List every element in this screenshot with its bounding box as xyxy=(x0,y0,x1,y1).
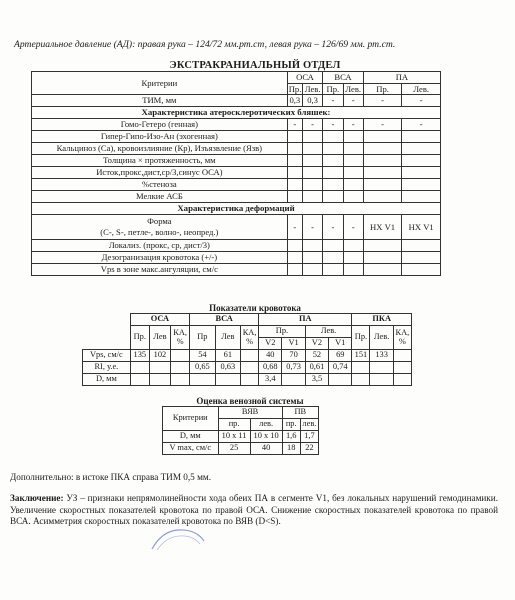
row-label: Кальциноз (Са), кровоизлияние (Кр), Изъязвление (Язв) xyxy=(32,143,288,155)
table-row xyxy=(32,155,441,167)
cell: 3,4 xyxy=(259,374,282,386)
side: КА, % xyxy=(393,326,411,350)
cell: - xyxy=(343,215,363,240)
cell xyxy=(329,374,352,386)
cell: 0,68 xyxy=(259,362,282,374)
criteria-header: Критерии xyxy=(32,72,288,95)
cell: 22 xyxy=(300,443,318,455)
group-vyav: ВЯВ xyxy=(218,407,282,419)
table-row xyxy=(32,179,441,191)
cell: - xyxy=(343,95,363,107)
cell: - xyxy=(363,95,402,107)
cell: - xyxy=(302,119,322,131)
segment: V2 xyxy=(305,338,328,350)
cell xyxy=(149,362,170,374)
cell: 69 xyxy=(329,350,352,362)
table-row xyxy=(32,143,441,155)
cell: 10 х 11 xyxy=(218,431,250,443)
cell xyxy=(171,362,190,374)
stamp-graphic xyxy=(148,527,208,553)
side: Лев. xyxy=(343,84,363,95)
cell: 133 xyxy=(370,350,393,362)
deform-header: Характеристика деформаций xyxy=(32,203,441,215)
row-label: Гипер-Гипо-Изо-Ан (эхогенная) xyxy=(32,131,288,143)
row-label xyxy=(32,215,288,240)
cell xyxy=(393,362,411,374)
side: Пр. xyxy=(130,326,149,350)
side: Пр. xyxy=(288,83,302,94)
cell: - xyxy=(402,95,441,107)
cell: - xyxy=(363,119,402,131)
side: лев. xyxy=(300,419,318,431)
cell xyxy=(393,350,411,362)
criteria-header: Критерии xyxy=(163,407,219,431)
cell: 102 xyxy=(149,350,170,362)
cell xyxy=(241,374,259,386)
table-row xyxy=(32,119,441,131)
cell: - xyxy=(287,119,302,131)
row-label: Исток,прокс,дист,ср/3,синус ОСА) xyxy=(32,167,288,179)
segment: V1 xyxy=(329,338,352,350)
vessel-vsa: ВСА xyxy=(323,72,364,84)
cell: НХ V1 xyxy=(402,215,441,240)
cell: 0,61 xyxy=(305,362,328,374)
side: Лев. xyxy=(370,326,393,350)
side: Пр. xyxy=(323,84,343,95)
section-title: ЭКСТРАКРАНИАЛЬНЫЙ ОТДЕЛ xyxy=(169,60,341,71)
side: Пр xyxy=(190,326,215,350)
form-sublabel: (С-, S-, петле-, волно-, неопред.) xyxy=(100,227,219,237)
table-row xyxy=(32,264,441,276)
cell: 40 xyxy=(259,350,282,362)
cell: 18 xyxy=(282,443,300,455)
cell: - xyxy=(287,215,302,240)
cell: 3,5 xyxy=(305,374,328,386)
cell: 1,7 xyxy=(300,431,318,443)
cell xyxy=(352,374,370,386)
cell: 40 xyxy=(250,443,282,455)
table-row xyxy=(163,443,319,455)
table-row xyxy=(32,95,441,107)
cell: - xyxy=(402,119,441,131)
cell: 1,6 xyxy=(282,431,300,443)
row-label: ТИМ, мм xyxy=(32,95,288,107)
cell xyxy=(393,374,411,386)
group-pv: ПВ xyxy=(282,407,318,419)
table-row xyxy=(32,167,441,179)
row-label: Дезогранизация кровотока (+/-) xyxy=(32,252,288,264)
cell xyxy=(370,374,393,386)
side: Пр. xyxy=(352,326,370,350)
side: Лев. xyxy=(402,84,441,95)
conclusion-label: Заключение: xyxy=(10,493,64,503)
cell: 135 xyxy=(130,350,149,362)
vessel-pa: ПА xyxy=(363,72,440,84)
additional-note: Дополнительно: в истоке ПКА справа ТИМ 0,5 мм. xyxy=(10,472,211,482)
cell xyxy=(241,350,259,362)
side: Пр. xyxy=(363,84,402,95)
blood-flow-title: Показатели кровотока xyxy=(209,303,301,313)
cell: - xyxy=(323,95,343,107)
segment: V2 xyxy=(259,338,282,350)
plaque-header: Характеристика атеросклеротических бляшек: xyxy=(32,107,441,119)
row-label: Vps в зоне макс.ангуляции, см/с xyxy=(32,264,288,276)
vessel-vsa: ВСА xyxy=(190,314,259,326)
row-label: Мелкие АСБ xyxy=(32,191,288,203)
cell xyxy=(352,362,370,374)
row-label: Гомо-Гетеро (генная) xyxy=(32,119,288,131)
cell: 10 х 10 xyxy=(250,431,282,443)
vessel-osa: ОСА xyxy=(130,314,189,326)
conclusion-text: УЗ – признаки непрямолинейности хода обеих ПА в сегменте V1, без локальных нарушений гемодинамики. Увеличение скоростных показателей кровотока по правой ОСА. Снижение скоростных показателей кровотока по правой ВСА. Асимметрия скоростных показателей кровотока по ВЯВ (D<S). xyxy=(10,493,498,527)
blood-pressure-line: Артериальное давление (АД): правая рука – 124/72 мм.рт.ст, левая рука – 126/69 мм. рт.ст. xyxy=(14,39,396,50)
cell: 70 xyxy=(282,350,305,362)
cell: 25 xyxy=(218,443,250,455)
cell: 0,3 xyxy=(287,95,302,107)
row-label: D, мм xyxy=(83,374,131,386)
vessel-pa: ПА xyxy=(259,314,352,326)
cell: 151 xyxy=(352,350,370,362)
table-row xyxy=(32,131,441,143)
cell xyxy=(282,374,305,386)
segment: V1 xyxy=(282,338,305,350)
side: Лев. xyxy=(305,326,352,338)
vessel-osa: ОСА xyxy=(287,72,323,84)
cell: - xyxy=(343,119,363,131)
cell: - xyxy=(302,215,322,240)
cell: 0,74 xyxy=(329,362,352,374)
row-label: V max, см/с xyxy=(163,443,219,455)
side: КА, % xyxy=(241,326,259,350)
cell xyxy=(171,374,190,386)
cell xyxy=(171,350,190,362)
cell xyxy=(241,362,259,374)
side: пр. xyxy=(218,419,250,431)
table-row xyxy=(163,431,319,443)
row-label: D, мм xyxy=(163,431,219,443)
row-label: Толщина × протяженность, мм xyxy=(32,155,288,167)
table-row xyxy=(83,362,412,374)
side: Лев xyxy=(215,326,240,350)
cell xyxy=(130,374,149,386)
conclusion xyxy=(10,493,498,528)
cell: 54 xyxy=(190,350,215,362)
side: Лев xyxy=(149,326,170,350)
venous-table xyxy=(162,406,319,455)
cell: 52 xyxy=(305,350,328,362)
side: КА, % xyxy=(171,326,190,350)
blood-flow-table xyxy=(82,313,412,386)
row-label: %стеноза xyxy=(32,179,288,191)
side: Лев. xyxy=(302,84,322,95)
table-row xyxy=(32,215,441,240)
cell: 0,3 xyxy=(302,95,322,107)
row-label: Vps, см/с xyxy=(83,350,131,362)
cell xyxy=(190,374,215,386)
cell: НХ V1 xyxy=(363,215,402,240)
cell: 0,73 xyxy=(282,362,305,374)
cell: 0,63 xyxy=(215,362,240,374)
form-label: Форма xyxy=(147,216,172,227)
cell xyxy=(215,374,240,386)
extracranial-table xyxy=(31,71,441,276)
table-row xyxy=(32,240,441,252)
cell xyxy=(370,362,393,374)
side: пр. xyxy=(282,419,300,431)
cell xyxy=(149,374,170,386)
venous-title: Оценка венозной системы xyxy=(196,396,304,406)
cell: 61 xyxy=(215,350,240,362)
table-row xyxy=(83,374,412,386)
side: лев. xyxy=(250,419,282,431)
cell: - xyxy=(323,119,343,131)
side: Пр. xyxy=(259,326,306,338)
vessel-pka: ПКА xyxy=(352,314,412,326)
row-label: Локализ. (прокс, ср, дист/3) xyxy=(32,240,288,252)
table-row xyxy=(83,350,412,362)
row-label: RI, у.е. xyxy=(83,362,131,374)
table-row xyxy=(32,191,441,203)
cell: - xyxy=(323,215,343,240)
cell: 0,65 xyxy=(190,362,215,374)
table-row xyxy=(32,252,441,264)
cell xyxy=(130,362,149,374)
